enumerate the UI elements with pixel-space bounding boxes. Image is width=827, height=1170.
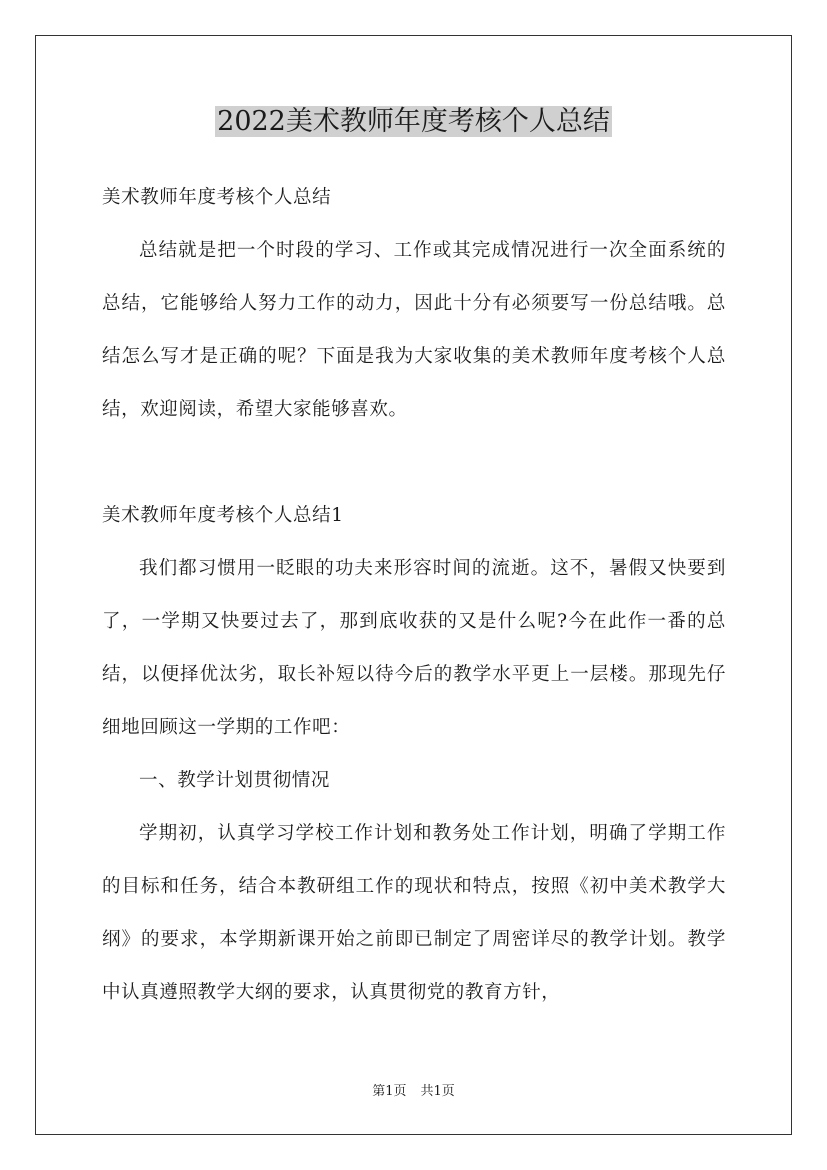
body-paragraph: 学期初，认真学习学校工作计划和教务处工作计划，明确了学期工作的目标和任务，结合本教研组工作的现状和特点，按照《初中美术教学大纲》的要求，本学期新课开始之前即已制定了周密详尽的教学计划。教学中认真遵照教学大纲的要求，认真贯彻党的教育方针， <box>102 823 726 1003</box>
page-footer <box>0 1083 827 1101</box>
document-subtitle: 美术教师年度考核个人总结 <box>102 187 332 208</box>
sub-heading: 一、教学计划贯彻情况 <box>139 770 331 791</box>
section-heading: 美术教师年度考核个人总结1 <box>102 505 344 526</box>
page-number: 第1页 <box>372 1084 407 1099</box>
intro-paragraph: 总结就是把一个时段的学习、工作或其完成情况进行一次全面系统的总结，它能够给人努力工作的动力，因此十分有必须要写一份总结哦。总结怎么写才是正确的呢？下面是我为大家收集的美术教师年度考核个人总结，欢迎阅读，希望大家能够喜欢。 <box>102 240 726 420</box>
document-body <box>102 171 726 1019</box>
body-paragraph: 我们都习惯用一眨眼的功夫来形容时间的流逝。这不，暑假又快要到了，一学期又快要过去了，那到底收获的又是什么呢?今在此作一番的总结，以便择优汰劣，取长补短以待今后的教学水平更上一层楼。那现先仔细地回顾这一学期的工作吧： <box>102 558 726 738</box>
page-total: 共1页 <box>420 1084 455 1099</box>
document-title: 2022美术教师年度考核个人总结 <box>217 106 610 137</box>
document-title-container <box>0 103 827 141</box>
